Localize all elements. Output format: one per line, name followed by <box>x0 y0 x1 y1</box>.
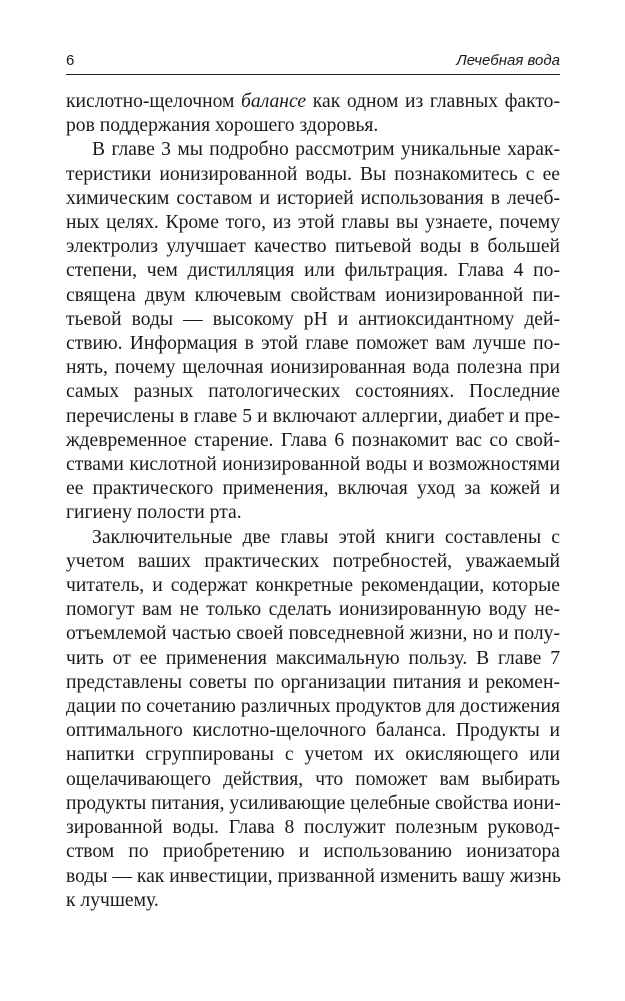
text-line: самых разных патологических состояниях. Последние <box>66 381 560 403</box>
text-line: воды — как инвестиции, призванной изменить вашу жизнь <box>66 865 561 887</box>
text-line: помогут вам не только сделать ионизированную воду не- <box>66 599 560 621</box>
text-line: продукты питания, усиливающие целебные свойства иони- <box>66 792 561 814</box>
text-line: к лучшему. <box>66 889 159 911</box>
text-line: отъемлемой частью своей повседневной жизни, но и полу- <box>66 623 560 645</box>
text-line: тьевой воды — высокому pH и антиоксидантному дей- <box>66 308 560 330</box>
text-line: перечислены в главе 5 и включают аллергии, диабет и пре- <box>66 405 560 427</box>
text-line: ных целях. Кроме того, из этой главы вы узнаете, почему <box>66 212 560 234</box>
text-line: электролиз улучшает качество питьевой воды в большей <box>66 236 560 258</box>
text-line: ствию. Информация в этой главе поможет вам лучше по- <box>66 333 560 355</box>
text-line: кислотно-щелочном балансе как одном из главных факто- <box>66 91 560 112</box>
text-line: нять, почему щелочная ионизированная вода полезна при <box>66 357 560 379</box>
running-header <box>66 44 560 75</box>
paragraph <box>66 90 560 138</box>
text-line: ее практического применения, включая уход за кожей и <box>66 478 560 500</box>
text-line: теристики ионизированной воды. Вы познакомитесь с ее <box>66 163 560 185</box>
text-line: ствами кислотной ионизированной воды и возможностями <box>66 454 560 476</box>
text-line: гигиену полости рта. <box>66 502 242 524</box>
paragraph <box>66 138 560 525</box>
text-line: дации по сочетанию различных продуктов для достижения <box>66 696 560 718</box>
text-line: химическим составом и историей использования в лечеб- <box>66 187 560 209</box>
text-line: представлены советы по организации питания и рекомен- <box>66 671 560 693</box>
text-line: В главе 3 мы подробно рассмотрим уникальные харак- <box>92 139 560 161</box>
text-line: ждевременное старение. Глава 6 познакомит вас со свой- <box>66 429 560 451</box>
text-line: священа двум ключевым свойствам ионизированной пи- <box>66 284 560 306</box>
body-text <box>66 90 560 913</box>
text-line: учетом ваших практических потребностей, уважаемый <box>66 550 560 572</box>
text-line: чить от ее применения максимальную пользу. В главе 7 <box>66 647 560 669</box>
emphasis: балансе <box>241 91 307 112</box>
text-line: ством по приобретению и использованию ионизатора <box>66 841 560 863</box>
text-line: напитки сгруппированы с учетом их окисляющего или <box>66 744 560 766</box>
running-title: Лечебная вода <box>456 52 560 69</box>
text-line: Заключительные две главы этой книги составлены с <box>92 526 560 548</box>
text-line: читатель, и содержат конкретные рекомендации, которые <box>66 575 560 597</box>
paragraph <box>66 526 560 913</box>
page-number: 6 <box>66 52 75 69</box>
text-line: степени, чем дистилляция или фильтрация. Глава 4 по- <box>66 260 560 282</box>
text-line: ощелачивающего действия, что поможет вам выбирать <box>66 768 560 790</box>
text-line: ров поддержания хорошего здоровья. <box>66 115 379 137</box>
text-line: зированной воды. Глава 8 послужит полезным руковод- <box>66 817 560 839</box>
text-line: оптимального кислотно-щелочного баланса. Продукты и <box>66 720 560 742</box>
